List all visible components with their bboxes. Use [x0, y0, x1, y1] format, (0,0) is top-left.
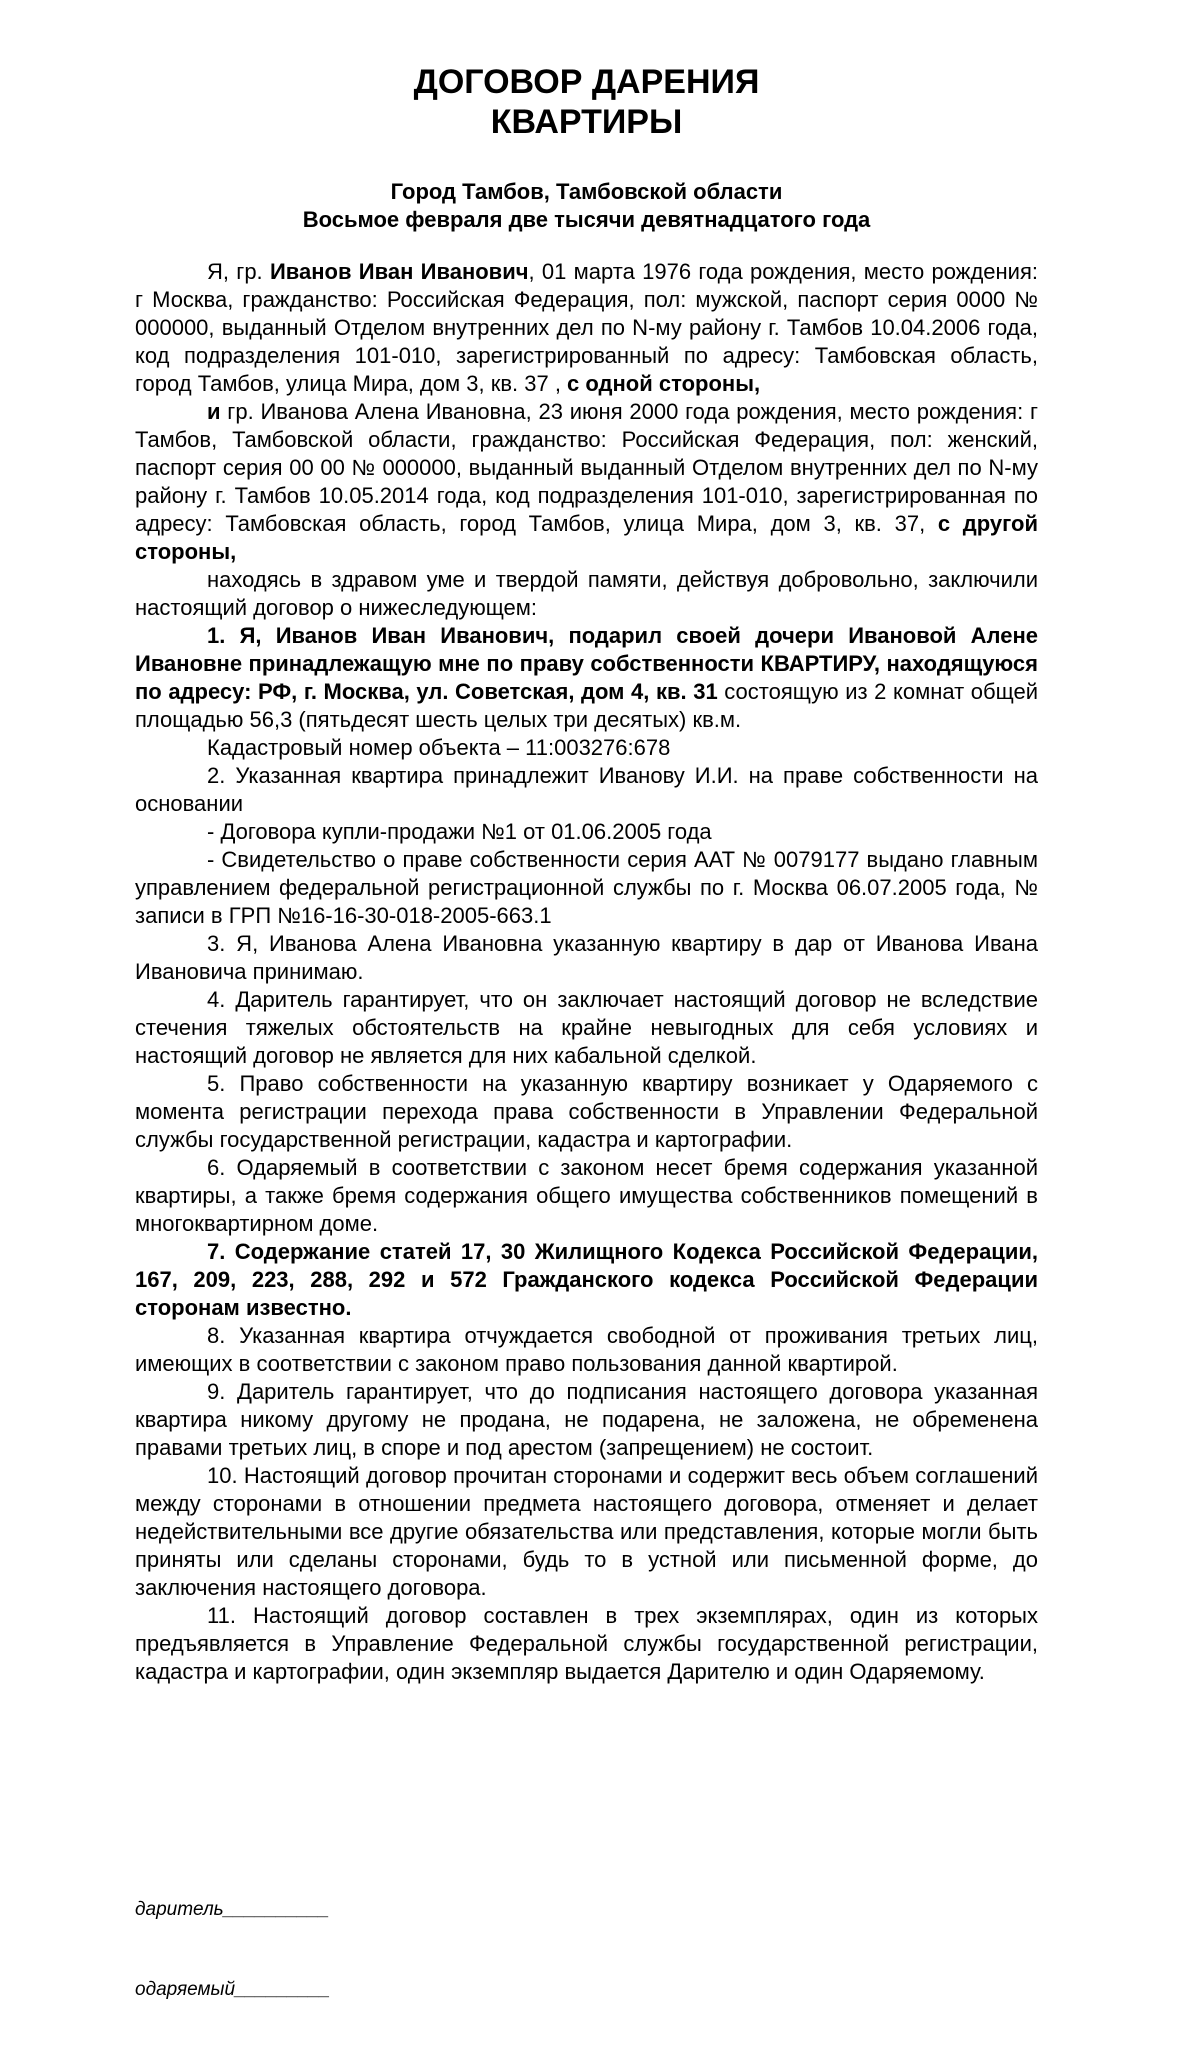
clause-7: 7. Содержание статей 17, 30 Жилищного Кодекса Российской Федерации, 167, 209, 223, 288, 292 и 572 Гражданского кодекса Российской Федерации сторонам известно.: [135, 1239, 1038, 1320]
party-1-paragraph: Я, гр. Иванов Иван Иванович, 01 марта 1976 года рождения, место рождения: г Москва, гражданство: Российская Федерация, пол: мужской, паспорт серия 0000 № 000000, выданный Отделом внутренних дел по N-му району г. Тамбов 10.04.2006 года, код подразделения 101-010, зарегистрированный по адресу: Тамбовская область, город Тамбов, улица Мира, дом 3, кв. 37 , с одной стороны,: [135, 259, 1038, 396]
clause-3: 3. Я, Иванова Алена Ивановна указанную квартиру в дар от Иванова Ивана Ивановича принимаю.: [135, 931, 1038, 984]
clause-1: 1. Я, Иванов Иван Иванович, подарил своей дочери Ивановой Алене Ивановне принадлежащую мне по праву собственности КВАРТИРУ, находящуюся по адресу: РФ, г. Москва, ул. Советская, дом 4, кв. 31 состоящую из 2 комнат общей площадью 56,3 (пятьдесят шесть целых три десятых) кв.м.: [135, 623, 1039, 732]
cadastral-number: Кадастровый номер объекта – 11:003276:678: [207, 735, 671, 760]
place-and-date: [135, 178, 1038, 234]
document-title: [135, 62, 1038, 142]
title-line-1: ДОГОВОР ДАРЕНИЯ: [413, 63, 760, 101]
donee-signature-line: одаряемый_________: [135, 1979, 331, 2000]
clause-2-item-2: - Свидетельство о праве собственности серия ААТ № 0079177 выдано главным управлением федеральной регистрационной службы по г. Москва 06.07.2005 года, № записи в ГРП №16-16-30-018-2005-663.1: [135, 847, 1038, 928]
donor-signature-line: даритель__________: [135, 1899, 330, 1920]
clause-4: 4. Даритель гарантирует, что он заключает настоящий договор не вследствие стечения тяжелых обстоятельств на крайне невыгодных для себя условиях и настоящий договор не является для них кабальной сделкой.: [135, 987, 1038, 1068]
date: Восьмое февраля две тысячи девятнадцатого года: [302, 207, 871, 232]
donor-name: Иванов Иван Иванович: [269, 259, 529, 284]
contract-body: [135, 258, 1038, 1686]
clause-11: 11. Настоящий договор составлен в трех экземплярах, один из которых предъявляется в Управление Федеральной службы государственной регистрации, кадастра и картографии, один экземпляр выдается Дарителю и один Одаряемому.: [135, 1603, 1038, 1684]
party-2-paragraph: и гр. Иванова Алена Ивановна, 23 июня 2000 года рождения, место рождения: г Тамбов, Тамбовской области, гражданство: Российская Федерация, пол: женский, паспорт серия 00 00 № 000000, выданный выданный Отделом внутренних дел по N-му району г. Тамбов 10.05.2014 года, код подразделения 101-010, зарегистрированная по адресу: Тамбовская область, город Тамбов, улица Мира, дом 3, кв. 37, с другой стороны,: [135, 399, 1038, 564]
clause-9: 9. Даритель гарантирует, что до подписания настоящего договора указанная квартира никому другому не продана, не подарена, не заложена, не обременена правами третьих лиц, в споре и под арестом (запрещением) не состоит.: [135, 1379, 1038, 1460]
clause-8: 8. Указанная квартира отчуждается свободной от проживания третьих лиц, имеющих в соответствии с законом право пользования данной квартирой.: [135, 1323, 1038, 1376]
place: Город Тамбов, Тамбовской области: [390, 179, 783, 204]
clause-2-item-1: - Договора купли-продажи №1 от 01.06.2005 года: [207, 819, 712, 844]
title-line-2: КВАРТИРЫ: [490, 103, 683, 141]
clause-2: 2. Указанная квартира принадлежит Иванову И.И. на праве собственности на основании: [135, 763, 1038, 816]
clause-10: 10. Настоящий договор прочитан сторонами и содержит весь объем соглашений между сторонами в отношении предмета настоящего договора, отменяет и делает недействительными все другие обязательства или представления, которые могли быть приняты или сделаны сторонами, будь то в устной или письменной форме, до заключения настоящего договора.: [135, 1463, 1038, 1600]
clause-6: 6. Одаряемый в соответствии с законом несет бремя содержания указанной квартиры, а также бремя содержания общего имущества собственников помещений в многоквартирном доме.: [135, 1155, 1038, 1236]
clause-5: 5. Право собственности на указанную квартиру возникает у Одаряемого с момента регистрации перехода права собственности в Управлении Федеральной службы государственной регистрации, кадастра и картографии.: [135, 1071, 1038, 1152]
preamble: находясь в здравом уме и твердой памяти, действуя добровольно, заключили настоящий договор о нижеследующем:: [135, 567, 1038, 620]
